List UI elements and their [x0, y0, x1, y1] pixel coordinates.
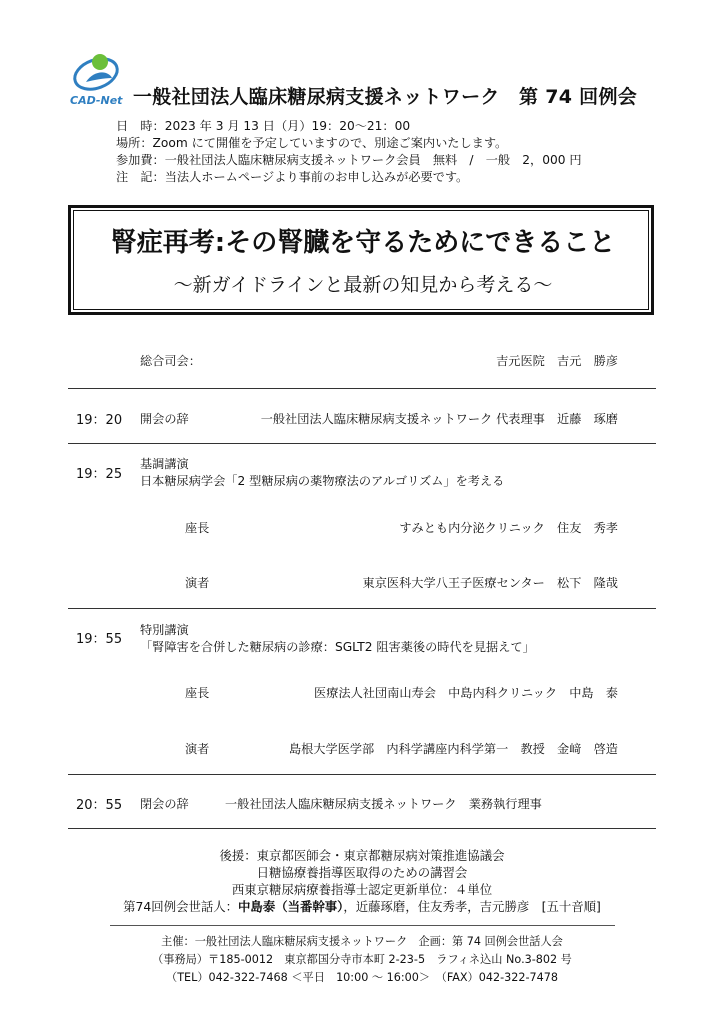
support-line-3: 西東京糖尿病療養指導士認定更新単位：４単位	[231, 882, 493, 897]
footer-address: （事務局）〒185-0012 東京都国分寺市本町 2-23-5 ラフィネ込山 No.3-802 号	[152, 953, 572, 966]
divider	[68, 828, 656, 829]
divider	[68, 388, 656, 389]
mc-label: 総合司会：	[140, 354, 201, 368]
info-date: 日 時：2023 年 3 月 13 日（月）19：20～21：00	[116, 119, 411, 133]
divider	[68, 608, 656, 609]
special-speaker: 島根大学医学部 内科学講座内科学第一 教授 金﨑 啓造	[288, 742, 618, 756]
info-note: 注 記：当法人ホームページより事前のお申し込みが必要です。	[116, 170, 469, 184]
special-speaker-label: 演者	[185, 742, 210, 756]
special-label: 特別講演	[140, 623, 189, 637]
organizer-lead: 中島泰（当番幹事）	[238, 899, 344, 914]
closing-label: 閉会の辞	[140, 797, 189, 811]
mc-name: 吉元医院 吉元 勝彦	[496, 354, 618, 368]
time-special: 19：55	[76, 632, 123, 647]
support-line-2: 日糖協療養指導医取得のための講習会	[256, 865, 468, 880]
special-title: 「腎障害を合併した糖尿病の診療：SGLT2 阻害薬後の時代を見据えて」	[140, 640, 535, 654]
divider	[68, 443, 656, 444]
special-chair-label: 座長	[185, 686, 210, 700]
special-chair: 医療法人社団南山寿会 中島内科クリニック 中島 泰	[314, 686, 618, 700]
support-line-1: 後援：東京都医師会・東京都糖尿病対策推進協議会	[219, 848, 505, 863]
cad-net-logo	[70, 48, 130, 110]
keynote-speaker: 東京医科大学八王子医療センター 松下 隆哉	[362, 576, 618, 590]
organizers-label: 第74回例会世話人：	[123, 899, 239, 914]
logo-text: CAD-Net	[70, 94, 123, 107]
time-closing: 20：55	[76, 798, 123, 813]
divider	[68, 774, 656, 775]
info-place: 場所：Zoom にて開催を予定していますので、別途ご案内いたします。	[116, 136, 508, 150]
keynote-speaker-label: 演者	[185, 576, 210, 590]
support-line-4	[0, 897, 724, 915]
keynote-chair: すみとも内分泌クリニック 住友 秀孝	[399, 521, 618, 535]
opening-person: 一般社団法人臨床糖尿病支援ネットワーク 代表理事 近藤 琢磨	[260, 412, 618, 426]
keynote-chair-label: 座長	[185, 521, 210, 535]
organizers-rest: ，近藤琢磨，住友秀孝，吉元勝彦 [五十音順]	[343, 899, 601, 914]
theme-main-title: 腎症再考:その腎臓を守るためにできること	[110, 228, 616, 258]
keynote-title: 日本糖尿病学会「2 型糖尿病の薬物療法のアルゴリズム」を考える	[140, 474, 505, 488]
footer-sponsor: 主催：一般社団法人臨床糖尿病支援ネットワーク 企画：第 74 回例会世話人会	[161, 935, 563, 948]
opening-label: 開会の辞	[140, 412, 189, 426]
footer-divider	[110, 925, 615, 926]
theme-subtitle: ～新ガイドラインと最新の知見から考える～	[173, 274, 553, 296]
info-fee: 参加費：一般社団法人臨床糖尿病支援ネットワーク会員 無料 / 一般 2，000 円	[116, 153, 582, 167]
closing-person: 一般社団法人臨床糖尿病支援ネットワーク 業務執行理事	[225, 797, 542, 811]
page-title: 一般社団法人臨床糖尿病支援ネットワーク 第 74 回例会	[133, 86, 638, 108]
time-opening: 19：20	[76, 413, 123, 428]
keynote-label: 基調講演	[140, 457, 189, 471]
footer-contact: （TEL）042-322-7468 ＜平日 10:00 ～ 16:00＞ （FAX）042-322-7478	[166, 971, 558, 984]
time-keynote: 19：25	[76, 467, 123, 482]
